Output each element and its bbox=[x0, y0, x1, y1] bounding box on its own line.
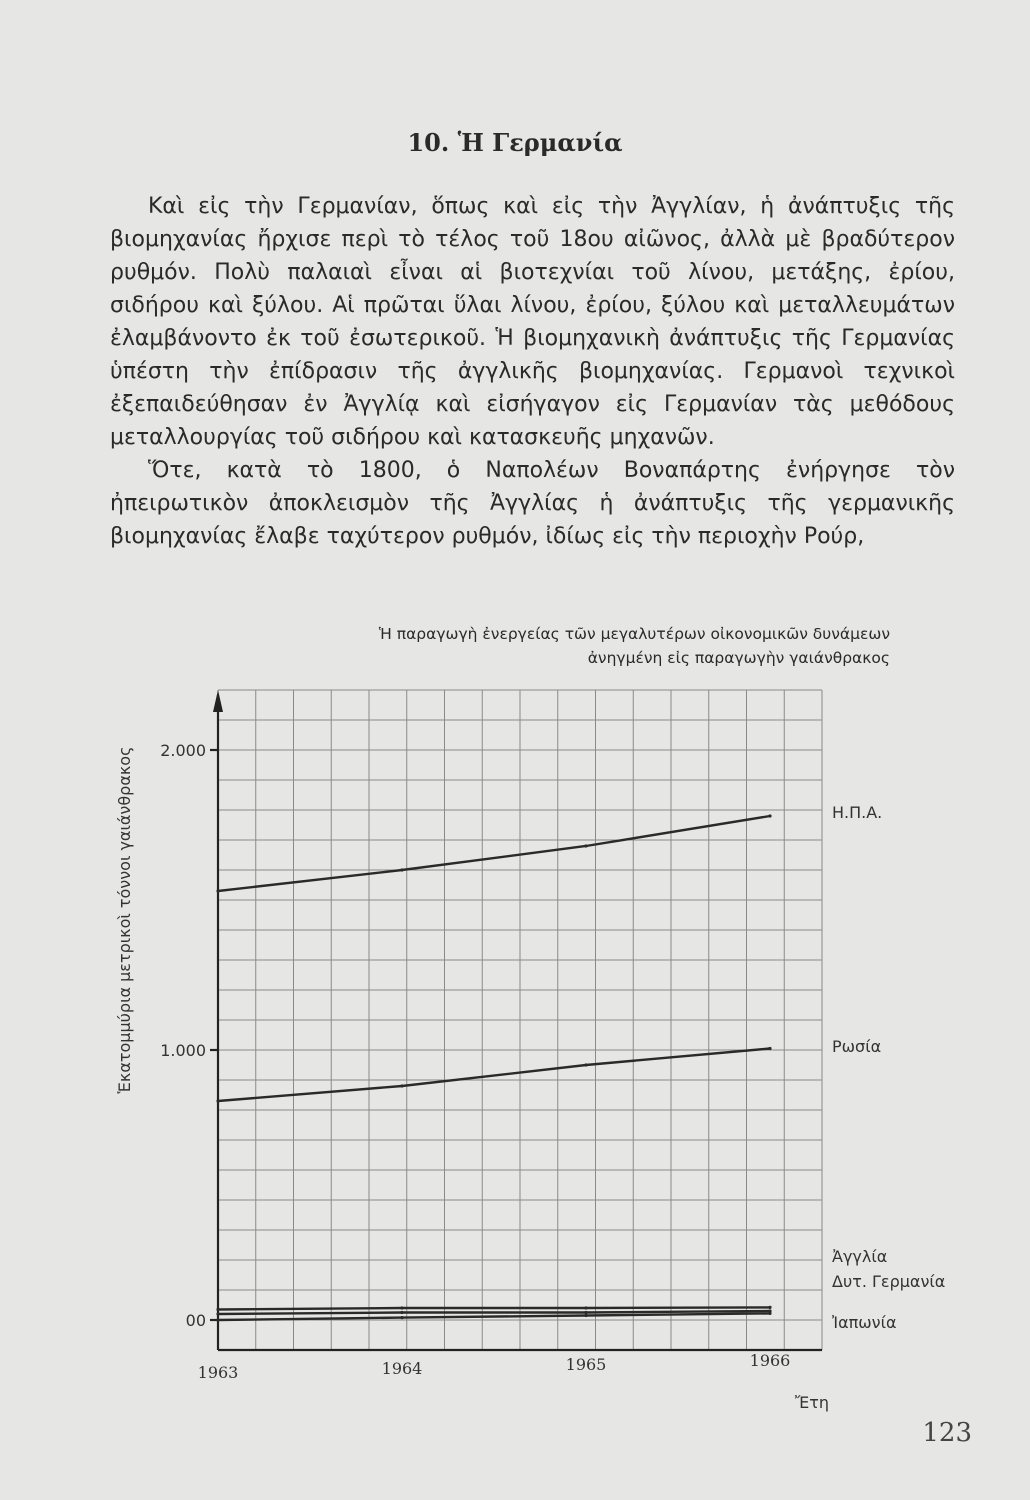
chart-series bbox=[216, 814, 771, 1321]
x-tick-label: 1964 bbox=[381, 1359, 423, 1378]
data-point bbox=[216, 1312, 219, 1315]
data-point bbox=[768, 1312, 771, 1315]
x-tick-label: 1963 bbox=[197, 1363, 239, 1382]
data-point bbox=[584, 1314, 587, 1317]
page-number: 123 bbox=[922, 1418, 972, 1448]
section-title: 10. Ἡ Γερμανία bbox=[407, 128, 623, 157]
data-point bbox=[216, 1308, 219, 1311]
data-point bbox=[216, 889, 219, 892]
series-label: Η.Π.Α. bbox=[832, 803, 883, 822]
data-point bbox=[400, 1311, 403, 1314]
y-axis-arrow-icon bbox=[213, 690, 223, 712]
series-line bbox=[218, 1049, 770, 1102]
series-label: Δυτ. Γερμανία bbox=[832, 1272, 946, 1291]
series-line bbox=[218, 1307, 770, 1309]
data-point bbox=[400, 1084, 403, 1087]
data-point bbox=[584, 1306, 587, 1309]
chart-grid bbox=[218, 690, 822, 1350]
chart-subtitle: ἀνηγμένη εἰς παραγωγὴν γαιάνθρακος bbox=[587, 649, 890, 667]
data-point bbox=[768, 1306, 771, 1309]
y-tick-label: 1.000 bbox=[160, 1041, 206, 1060]
series-line bbox=[218, 816, 770, 891]
data-point bbox=[768, 814, 771, 817]
paragraph-1: Καὶ εἰς τὴν Γερμανίαν, ὅπως καὶ εἰς τὴν Ἀγγλίαν, ἡ ἀνάπτυξις τῆς βιομηχανίας ἤρχισε περὶ τὸ τέλος τοῦ 18ου αἰῶνος, ἀλλὰ μὲ βραδύτερον ρυθμόν. Πολὺ παλαιαὶ εἶναι αἱ βιοτεχνίαι τοῦ λίνου, μετάξης, ἐρίου, σιδήρου καὶ ξύλου. Αἱ πρῶται ὕλαι λίνου, ἐρίου, ξύλου καὶ μεταλλευμάτων ἐλαμβάνοντο ἐκ τοῦ ἐσωτερικοῦ. Ἡ βιομηχανικὴ ἀνάπτυξις τῆς Γερμανίας ὑπέστη τὴν ἐπίδρασιν τῆς ἀγγλικῆς βιομηχανίας. Γερμανοὶ τεχνικοὶ ἐξεπαιδεύθησαν ἐν Ἀγγλίᾳ καὶ εἰσήγαγον εἰς Γερμανίαν τὰς μεθόδους μεταλλουργίας τοῦ σιδήρου καὶ κατασκευῆς μηχανῶν. bbox=[110, 194, 955, 450]
data-point bbox=[400, 1316, 403, 1319]
series-label: Ἰαπωνία bbox=[832, 1313, 897, 1332]
y-tick-label: 00 bbox=[185, 1311, 206, 1330]
y-tick-label: 2.000 bbox=[160, 741, 206, 760]
data-point bbox=[584, 1311, 587, 1314]
data-point bbox=[768, 1047, 771, 1050]
x-tick-label: 1965 bbox=[565, 1355, 607, 1374]
series-label: Ἀγγλία bbox=[832, 1247, 888, 1266]
data-point bbox=[584, 1063, 587, 1066]
data-point bbox=[216, 1099, 219, 1102]
y-axis-label: Ἑκατομμύρια μετρικοὶ τόννοι γαιάνθρακος bbox=[115, 746, 134, 1094]
data-point bbox=[584, 844, 587, 847]
series-label: Ρωσία bbox=[832, 1037, 882, 1056]
x-tick-label: 1966 bbox=[749, 1351, 791, 1370]
data-point bbox=[400, 868, 403, 871]
data-point bbox=[400, 1306, 403, 1309]
chart-title: Ἡ παραγωγὴ ἐνεργείας τῶν μεγαλυτέρων οἰκονομικῶν δυνάμεων bbox=[378, 625, 890, 643]
paragraph-2: Ὅτε, κατὰ τὸ 1800, ὁ Ναπολέων Βοναπάρτης ἐνήργησε τὸν ἠπειρωτικὸν ἀποκλεισμὸν τῆς Ἀγγλίας ἡ ἀνάπτυξις τῆς γερμανικῆς βιομηχανίας ἔλαβε ταχύτερον ρυθμόν, ἰδίως εἰς τὴν περιοχὴν Ρούρ, bbox=[110, 458, 955, 549]
x-axis-label: Ἔτη bbox=[794, 1393, 830, 1412]
data-point bbox=[216, 1318, 219, 1321]
